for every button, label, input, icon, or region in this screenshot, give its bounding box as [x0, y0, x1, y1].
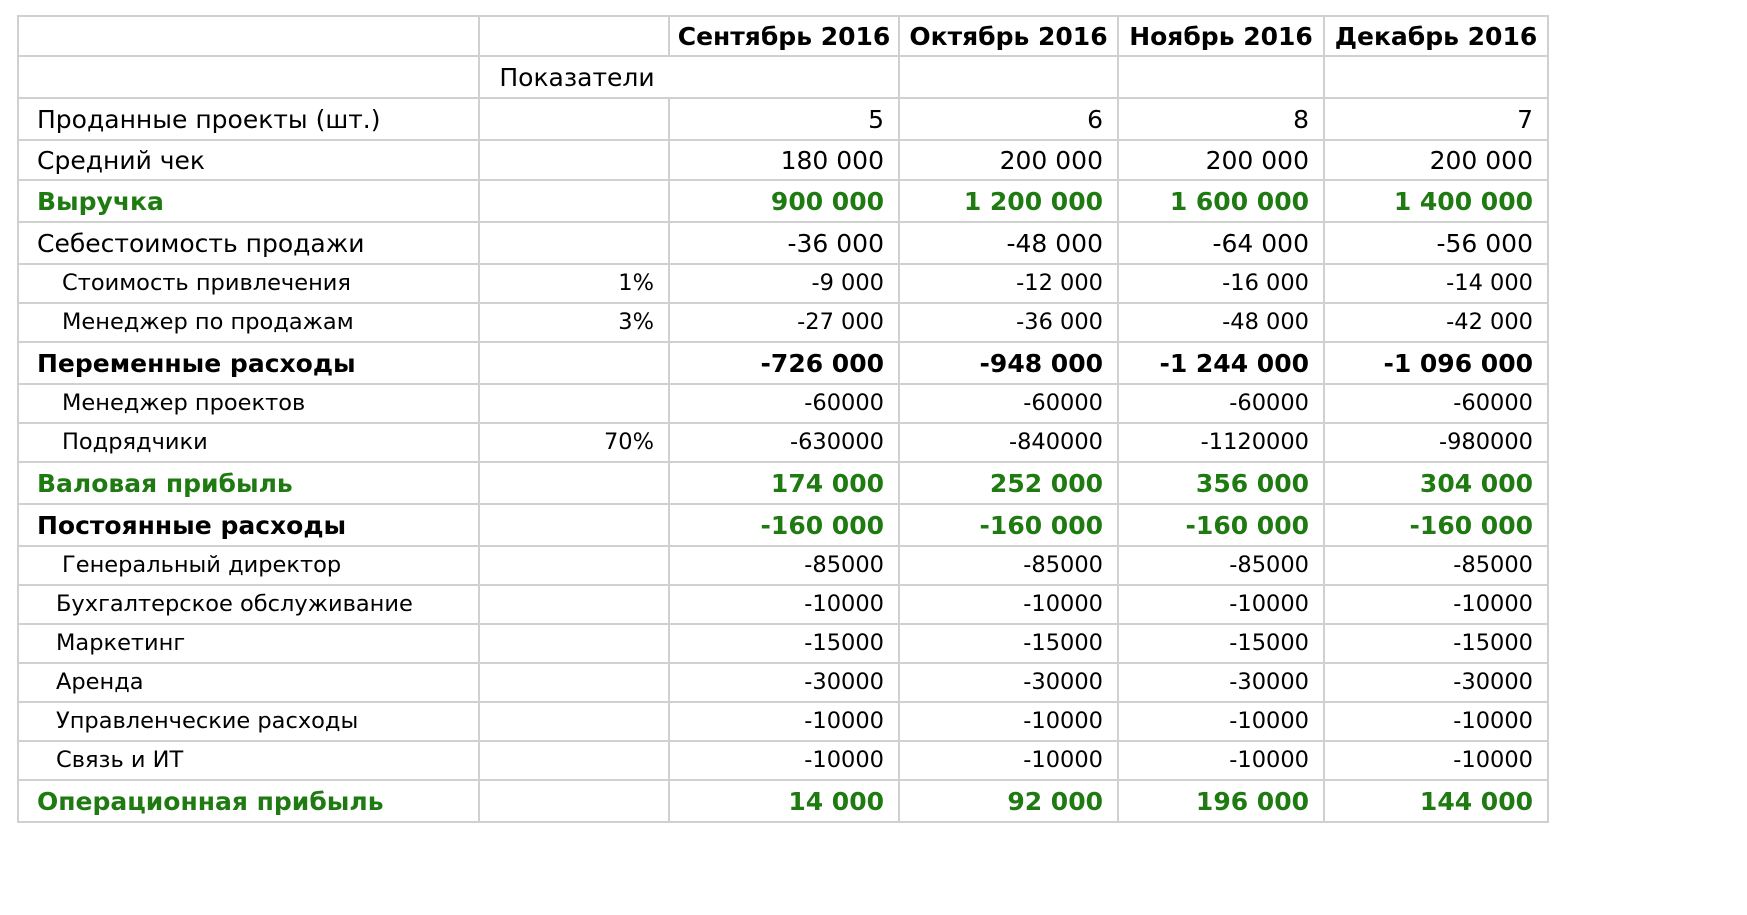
- value-cell-dec: -10000: [1324, 585, 1548, 624]
- value-cell-nov: -1120000: [1118, 423, 1324, 462]
- value-cell-sep: -160 000: [669, 504, 899, 546]
- value-cell-oct: 252 000: [899, 462, 1118, 504]
- row-percent: 3%: [479, 303, 669, 342]
- value-cell-dec: 144 000: [1324, 780, 1548, 822]
- value-cell-oct: -10000: [899, 585, 1118, 624]
- value-cell-sep: -27 000: [669, 303, 899, 342]
- value-cell-oct: -10000: [899, 702, 1118, 741]
- row-percent: [479, 585, 669, 624]
- financial-table: [17, 15, 1549, 823]
- value-cell-sep: -36 000: [669, 222, 899, 264]
- indicators-label: [479, 56, 899, 98]
- value-cell-sep: -726 000: [669, 342, 899, 384]
- value-cell-oct: -30000: [899, 663, 1118, 702]
- table-row: [18, 342, 1548, 384]
- value-cell-nov: -10000: [1118, 585, 1324, 624]
- value-cell-oct: -10000: [899, 741, 1118, 780]
- value-cell-sep: -15000: [669, 624, 899, 663]
- month-header-nov: Ноябрь 2016: [1118, 16, 1324, 56]
- table-row: [18, 546, 1548, 585]
- value-cell-dec: 7: [1324, 98, 1548, 140]
- row-percent: [479, 180, 669, 222]
- value-cell-sep: -9 000: [669, 264, 899, 303]
- value-cell-dec: -15000: [1324, 624, 1548, 663]
- row-label: Операционная прибыль: [18, 780, 479, 822]
- value-cell-dec: -160 000: [1324, 504, 1548, 546]
- row-percent: [479, 780, 669, 822]
- value-cell-dec: -10000: [1324, 702, 1548, 741]
- row-label: Менеджер по продажам: [18, 303, 479, 342]
- header-empty-label: [18, 16, 479, 56]
- value-cell-oct: -60000: [899, 384, 1118, 423]
- row-percent: [479, 741, 669, 780]
- row-label: Выручка: [18, 180, 479, 222]
- row-label: Связь и ИТ: [18, 741, 479, 780]
- row-percent: 1%: [479, 264, 669, 303]
- value-cell-nov: -60000: [1118, 384, 1324, 423]
- value-cell-oct: -36 000: [899, 303, 1118, 342]
- row-label: Подрядчики: [18, 423, 479, 462]
- row-label: Менеджер проектов: [18, 384, 479, 423]
- value-cell-sep: 174 000: [669, 462, 899, 504]
- value-cell-sep: -30000: [669, 663, 899, 702]
- value-cell-nov: -10000: [1118, 702, 1324, 741]
- value-cell-sep: -60000: [669, 384, 899, 423]
- indicators-empty-oct: [899, 56, 1118, 98]
- row-label: Генеральный директор: [18, 546, 479, 585]
- value-cell-nov: 8: [1118, 98, 1324, 140]
- row-label: Управленческие расходы: [18, 702, 479, 741]
- value-cell-nov: 356 000: [1118, 462, 1324, 504]
- row-percent: [479, 546, 669, 585]
- row-percent: [479, 98, 669, 140]
- value-cell-sep: -85000: [669, 546, 899, 585]
- row-label: Стоимость привлечения: [18, 264, 479, 303]
- table-row: [18, 624, 1548, 663]
- value-cell-dec: -30000: [1324, 663, 1548, 702]
- value-cell-sep: 900 000: [669, 180, 899, 222]
- value-cell-nov: 196 000: [1118, 780, 1324, 822]
- value-cell-dec: -42 000: [1324, 303, 1548, 342]
- row-label: Аренда: [18, 663, 479, 702]
- value-cell-nov: -64 000: [1118, 222, 1324, 264]
- value-cell-dec: -60000: [1324, 384, 1548, 423]
- value-cell-oct: -15000: [899, 624, 1118, 663]
- table-row: [18, 423, 1548, 462]
- table-row: [18, 98, 1548, 140]
- header-empty-pct: [479, 16, 669, 56]
- value-cell-sep: -10000: [669, 741, 899, 780]
- value-cell-oct: -12 000: [899, 264, 1118, 303]
- value-cell-nov: -10000: [1118, 741, 1324, 780]
- value-cell-nov: -1 244 000: [1118, 342, 1324, 384]
- indicators-label-text: Показатели: [499, 62, 655, 92]
- value-cell-dec: 1 400 000: [1324, 180, 1548, 222]
- value-cell-sep: 14 000: [669, 780, 899, 822]
- table-row: [18, 504, 1548, 546]
- table-row: [18, 140, 1548, 180]
- value-cell-oct: -48 000: [899, 222, 1118, 264]
- value-cell-oct: 200 000: [899, 140, 1118, 180]
- row-percent: [479, 342, 669, 384]
- row-percent: [479, 222, 669, 264]
- value-cell-sep: 180 000: [669, 140, 899, 180]
- month-header-dec: Декабрь 2016: [1324, 16, 1548, 56]
- value-cell-oct: 6: [899, 98, 1118, 140]
- row-percent: 70%: [479, 423, 669, 462]
- value-cell-dec: -56 000: [1324, 222, 1548, 264]
- indicators-row: [18, 56, 1548, 98]
- value-cell-dec: -980000: [1324, 423, 1548, 462]
- value-cell-oct: -85000: [899, 546, 1118, 585]
- value-cell-oct: -840000: [899, 423, 1118, 462]
- row-label: Переменные расходы: [18, 342, 479, 384]
- table-row: [18, 462, 1548, 504]
- row-percent: [479, 462, 669, 504]
- indicators-empty-dec: [1324, 56, 1548, 98]
- row-label: Валовая прибыль: [18, 462, 479, 504]
- row-percent: [479, 624, 669, 663]
- value-cell-sep: -630000: [669, 423, 899, 462]
- value-cell-nov: -30000: [1118, 663, 1324, 702]
- data-rows: [18, 98, 1548, 822]
- table-row: [18, 780, 1548, 822]
- value-cell-dec: -85000: [1324, 546, 1548, 585]
- value-cell-dec: 304 000: [1324, 462, 1548, 504]
- value-cell-dec: -1 096 000: [1324, 342, 1548, 384]
- value-cell-nov: -15000: [1118, 624, 1324, 663]
- value-cell-oct: 92 000: [899, 780, 1118, 822]
- row-label: Проданные проекты (шт.): [18, 98, 479, 140]
- row-label: Себестоимость продажи: [18, 222, 479, 264]
- value-cell-nov: 200 000: [1118, 140, 1324, 180]
- table-row: [18, 303, 1548, 342]
- value-cell-oct: -948 000: [899, 342, 1118, 384]
- month-header-oct: Октябрь 2016: [899, 16, 1118, 56]
- table-row: [18, 741, 1548, 780]
- indicators-empty: [18, 56, 479, 98]
- value-cell-sep: -10000: [669, 702, 899, 741]
- row-percent: [479, 702, 669, 741]
- table-row: [18, 180, 1548, 222]
- table-row: [18, 384, 1548, 423]
- value-cell-nov: -85000: [1118, 546, 1324, 585]
- value-cell-oct: -160 000: [899, 504, 1118, 546]
- table-row: [18, 702, 1548, 741]
- row-percent: [479, 663, 669, 702]
- row-percent: [479, 504, 669, 546]
- table-row: [18, 663, 1548, 702]
- row-percent: [479, 140, 669, 180]
- row-percent: [479, 384, 669, 423]
- table-row: [18, 264, 1548, 303]
- table-row: [18, 222, 1548, 264]
- row-label: Постоянные расходы: [18, 504, 479, 546]
- value-cell-nov: -16 000: [1118, 264, 1324, 303]
- value-cell-nov: -48 000: [1118, 303, 1324, 342]
- table-row: [18, 585, 1548, 624]
- value-cell-nov: 1 600 000: [1118, 180, 1324, 222]
- value-cell-dec: -14 000: [1324, 264, 1548, 303]
- row-label: Бухгалтерское обслуживание: [18, 585, 479, 624]
- header-row: [18, 16, 1548, 56]
- value-cell-oct: 1 200 000: [899, 180, 1118, 222]
- row-label: Маркетинг: [18, 624, 479, 663]
- indicators-empty-nov: [1118, 56, 1324, 98]
- value-cell-nov: -160 000: [1118, 504, 1324, 546]
- value-cell-dec: -10000: [1324, 741, 1548, 780]
- row-label: Средний чек: [18, 140, 479, 180]
- value-cell-sep: -10000: [669, 585, 899, 624]
- value-cell-dec: 200 000: [1324, 140, 1548, 180]
- value-cell-sep: 5: [669, 98, 899, 140]
- month-header-sep: Сентябрь 2016: [669, 16, 899, 56]
